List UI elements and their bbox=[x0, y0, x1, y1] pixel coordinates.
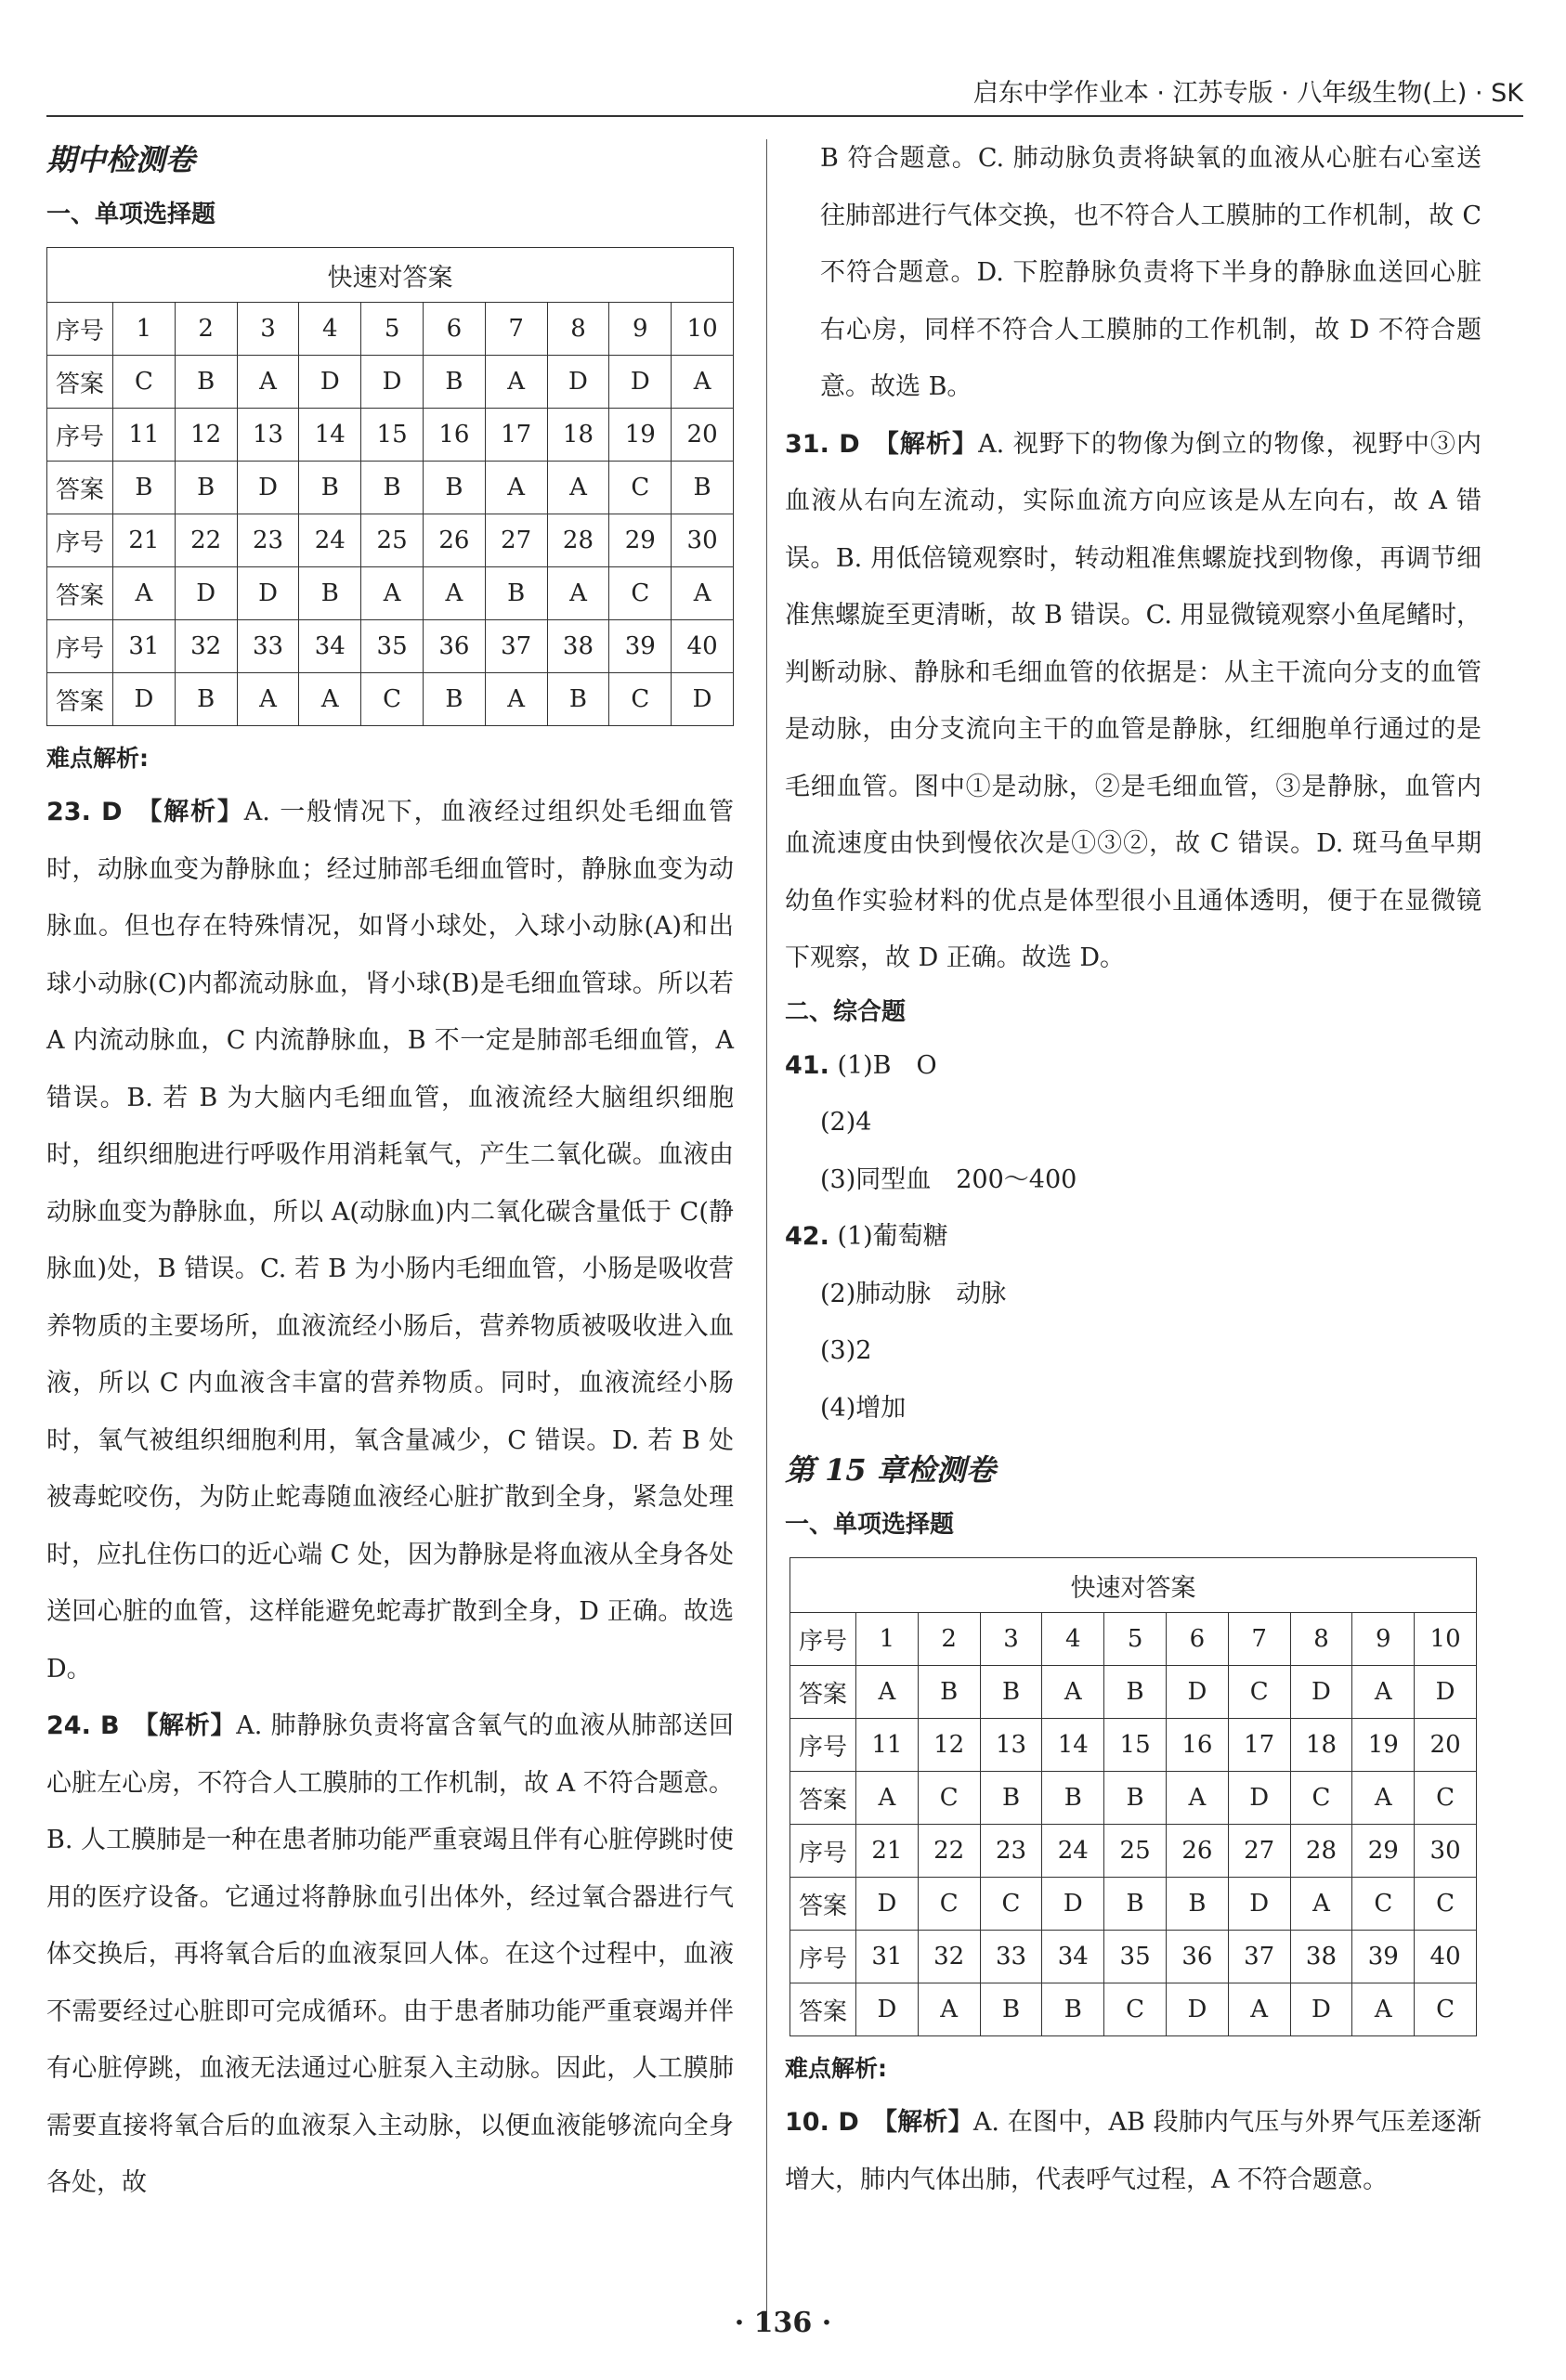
answer-cell: D bbox=[609, 356, 672, 409]
answer-table-caption: 快速对答案 bbox=[47, 248, 734, 303]
answer-cell: A bbox=[547, 567, 609, 620]
question-number-cell: 8 bbox=[547, 303, 609, 356]
answer-cell: B bbox=[175, 356, 237, 409]
answer-table-chapter15 bbox=[790, 1557, 1477, 2036]
question-number-cell: 4 bbox=[1042, 1613, 1104, 1666]
question-number-cell: 16 bbox=[1166, 1719, 1228, 1772]
question-number-cell: 15 bbox=[361, 409, 424, 462]
answer-cell: D bbox=[237, 567, 299, 620]
question-number-cell: 5 bbox=[1104, 1613, 1167, 1666]
question-number-cell: 28 bbox=[547, 514, 609, 567]
answer-cell: A bbox=[1352, 1772, 1415, 1825]
question-number-cell: 1 bbox=[856, 1613, 919, 1666]
answer-cell: B bbox=[547, 673, 609, 726]
answer-cell: C bbox=[1290, 1772, 1352, 1825]
question-number-cell: 15 bbox=[1104, 1719, 1167, 1772]
answer-cell: C bbox=[609, 673, 672, 726]
question-number-cell: 40 bbox=[672, 620, 734, 673]
question-number-cell: 26 bbox=[423, 514, 485, 567]
answer-item-42 bbox=[785, 1208, 1481, 1437]
question-number-cell: 28 bbox=[1290, 1825, 1352, 1878]
answer-cell: B bbox=[423, 673, 485, 726]
question-number-cell: 30 bbox=[672, 514, 734, 567]
item-text: A. 一般情况下，血液经过组织处毛细血管时，动脉血变为静脉血；经过肺部毛细血管时，静脉血变为动脉血。但也存在特殊情况，如肾小球处，入球小动脉(A)和出球小动脉(C)内都流动脉血，肾小球(B)是毛细血管球。所以若 A 内流动脉血，C 内流静脉血，B 不一定是肺部毛细血管，A 错误。B. 若 B 为大脑内毛细血管，血液流经大脑组织细胞时，组织细胞进行呼吸作用消耗氧气，产生二氧化碳。血液由动脉血变为静脉血，所以 A(动脉血)内二氧化碳含量低于 C(静脉血)处，B 错误。C. 若 B 为小肠内毛细血管，小肠是吸收营养物质的主要场所，血液流经小肠后，营养物质被吸收进入血液，所以 C 内血液含丰富的营养物质。同时，血液流经小肠时，氧气被组织细胞利用，氧含量减少，C 错误。D. 若 B 处被毒蛇咬伤，为防止蛇毒随血液经心脏扩散到全身，紧急处理时，应扎住伤口的近心端 C 处，因为静脉是将血液从全身各处送回心脏的血管，这样能避免蛇毒扩散到全身，D 正确。故选 D。 bbox=[46, 798, 734, 1684]
question-number-cell: 38 bbox=[1290, 1931, 1352, 1983]
answer-cell: D bbox=[856, 1983, 919, 2036]
question-number-cell: 3 bbox=[237, 303, 299, 356]
question-number-cell: 17 bbox=[1228, 1719, 1290, 1772]
item-text: A. 视野下的物像为倒立的物像，视野中③内血液从右向左流动，实际血流方向应该是从左向右，故 A 错误。B. 用低倍镜观察时，转动粗准焦螺旋找到物像，再调节细准焦螺旋至更清晰，故 B 错误。C. 用显微镜观察小鱼尾鳍时，判断动脉、静脉和毛细血管的依据是：从主干流向分支的血管是动脉，由分支流向主干的血管是静脉，红细胞单行通过的是毛细血管。图中①是动脉，②是毛细血管，③是静脉，血管内血流速度由快到慢依次是①③②，故 C 错误。D. 斑马鱼早期幼鱼作实验材料的优点是体型很小且通体透明，便于在显微镜下观察，故 D 正确。故选 D。 bbox=[785, 429, 1481, 972]
number-row bbox=[790, 1613, 1477, 1666]
answer-cell: B bbox=[113, 462, 176, 514]
row-label-answer: 答案 bbox=[790, 1878, 856, 1931]
answer-row bbox=[790, 1666, 1477, 1719]
analysis-item-23 bbox=[46, 784, 734, 1697]
question-number-cell: 18 bbox=[1290, 1719, 1352, 1772]
answer-line: (1)B O bbox=[837, 1050, 937, 1080]
question-number-cell: 13 bbox=[980, 1719, 1042, 1772]
answer-cell: B bbox=[1042, 1983, 1104, 2036]
question-number-cell: 24 bbox=[299, 514, 361, 567]
answer-cell: D bbox=[1415, 1666, 1477, 1719]
question-number-cell: 1 bbox=[113, 303, 176, 356]
question-number-cell: 21 bbox=[856, 1825, 919, 1878]
answer-cell: B bbox=[361, 462, 424, 514]
answer-row bbox=[47, 567, 734, 620]
question-number-cell: 14 bbox=[299, 409, 361, 462]
row-label-answer: 答案 bbox=[47, 462, 113, 514]
number-row bbox=[790, 1931, 1477, 1983]
number-row bbox=[47, 620, 734, 673]
number-row bbox=[47, 303, 734, 356]
right-column bbox=[785, 130, 1481, 2208]
answer-cell: A bbox=[547, 462, 609, 514]
answer-cell: A bbox=[1042, 1666, 1104, 1719]
answer-cell: B bbox=[485, 567, 547, 620]
answer-table-caption: 快速对答案 bbox=[790, 1558, 1477, 1613]
answer-cell: D bbox=[175, 567, 237, 620]
answer-cell: C bbox=[918, 1772, 980, 1825]
answer-cell: C bbox=[1104, 1983, 1167, 2036]
answer-cell: D bbox=[547, 356, 609, 409]
row-label-number: 序号 bbox=[790, 1719, 856, 1772]
item-text: A. 在图中，AB 段肺内气压与外界气压差逐渐增大，肺内气体出肺，代表呼气过程，A 不符合题意。 bbox=[785, 2108, 1481, 2194]
question-number-cell: 23 bbox=[237, 514, 299, 567]
answer-cell: B bbox=[299, 462, 361, 514]
question-number-cell: 9 bbox=[1352, 1613, 1415, 1666]
question-number-cell: 22 bbox=[918, 1825, 980, 1878]
question-number-cell: 35 bbox=[361, 620, 424, 673]
question-number-cell: 12 bbox=[175, 409, 237, 462]
answer-row bbox=[790, 1878, 1477, 1931]
item-text: A. 肺静脉负责将富含氧气的血液从肺部送回心脏左心房，不符合人工膜肺的工作机制，故 A 不符合题意。B. 人工膜肺是一种在患者肺功能严重衰竭且伴有心脏停跳时使用的医疗设备。它通过将静脉血引出体外，经过氧合器进行气体交换后，再将氧合后的血液泵回人体。在这个过程中，血液不需要经过心脏即可完成循环。由于患者肺功能严重衰竭并伴有心脏停跳，血液无法通过心脏泵入主动脉。因此，人工膜肺需要直接将氧合后的血液泵入主动脉，以便血液能够流向全身各处，故 bbox=[46, 1711, 735, 2197]
question-number-cell: 33 bbox=[237, 620, 299, 673]
question-number-cell: 25 bbox=[1104, 1825, 1167, 1878]
answer-cell: A bbox=[485, 356, 547, 409]
running-header bbox=[46, 72, 1523, 113]
question-number-cell: 29 bbox=[609, 514, 672, 567]
answer-row bbox=[47, 673, 734, 726]
question-number-cell: 12 bbox=[918, 1719, 980, 1772]
answer-line: (2)4 bbox=[820, 1108, 872, 1137]
answer-cell: A bbox=[918, 1983, 980, 2036]
analysis-item-24 bbox=[46, 1697, 734, 2212]
question-number-cell: 11 bbox=[113, 409, 176, 462]
question-number-cell: 26 bbox=[1166, 1825, 1228, 1878]
analysis-item-24-continued: B 符合题意。C. 肺动脉负责将缺氧的血液从心脏右心室送往肺部进行气体交换，也不符合人工膜肺的工作机制，故 C 不符合题意。D. 下腔静脉负责将下半身的静脉血送回心脏右心房，同样不符合人工膜肺的工作机制，故 D 不符合题意。故选 B。 bbox=[820, 144, 1481, 401]
question-number-cell: 39 bbox=[1352, 1931, 1415, 1983]
answer-cell: B bbox=[980, 1983, 1042, 2036]
answer-cell: A bbox=[1352, 1983, 1415, 2036]
answer-cell: B bbox=[918, 1666, 980, 1719]
answer-cell: A bbox=[423, 567, 485, 620]
analysis-tag: 【解析】 bbox=[872, 429, 979, 459]
header-rule bbox=[46, 115, 1523, 117]
question-number-cell: 40 bbox=[1415, 1931, 1477, 1983]
answer-cell: D bbox=[237, 462, 299, 514]
question-number-cell: 20 bbox=[1415, 1719, 1477, 1772]
analysis-tag: 【解析】 bbox=[132, 1711, 237, 1740]
answer-cell: C bbox=[113, 356, 176, 409]
question-number-cell: 18 bbox=[547, 409, 609, 462]
answer-cell: B bbox=[299, 567, 361, 620]
question-number-cell: 37 bbox=[1228, 1931, 1290, 1983]
question-number-cell: 4 bbox=[299, 303, 361, 356]
number-row bbox=[47, 514, 734, 567]
answer-cell: A bbox=[113, 567, 176, 620]
question-number-cell: 3 bbox=[980, 1613, 1042, 1666]
answer-cell: D bbox=[1166, 1666, 1228, 1719]
answer-cell: B bbox=[980, 1772, 1042, 1825]
answer-cell: C bbox=[609, 567, 672, 620]
answer-cell: B bbox=[175, 462, 237, 514]
question-number-cell: 10 bbox=[1415, 1613, 1477, 1666]
question-number-cell: 34 bbox=[299, 620, 361, 673]
item-number: 42. bbox=[785, 1222, 829, 1251]
answer-cell: A bbox=[1290, 1878, 1352, 1931]
row-label-number: 序号 bbox=[47, 409, 113, 462]
answer-table-midterm bbox=[46, 247, 734, 726]
row-label-number: 序号 bbox=[790, 1825, 856, 1878]
answer-row bbox=[47, 356, 734, 409]
row-label-number: 序号 bbox=[790, 1613, 856, 1666]
question-number-cell: 27 bbox=[485, 514, 547, 567]
answer-cell: B bbox=[1042, 1772, 1104, 1825]
answer-row bbox=[47, 462, 734, 514]
answer-line: (3)同型血 200～400 bbox=[820, 1164, 1077, 1194]
answer-cell: A bbox=[485, 462, 547, 514]
item-number: 24. B bbox=[46, 1711, 120, 1740]
sub-heading-single-choice: 一、单项选择题 bbox=[46, 201, 216, 228]
sub-heading-single-choice: 一、单项选择题 bbox=[785, 1511, 955, 1539]
question-number-cell: 14 bbox=[1042, 1719, 1104, 1772]
question-number-cell: 5 bbox=[361, 303, 424, 356]
row-label-answer: 答案 bbox=[47, 567, 113, 620]
answer-cell: A bbox=[1228, 1983, 1290, 2036]
row-label-number: 序号 bbox=[47, 514, 113, 567]
answer-cell: B bbox=[423, 462, 485, 514]
row-label-answer: 答案 bbox=[790, 1983, 856, 2036]
question-number-cell: 23 bbox=[980, 1825, 1042, 1878]
answer-cell: C bbox=[1415, 1878, 1477, 1931]
answer-cell: B bbox=[980, 1666, 1042, 1719]
analysis-tag: 【解析】 bbox=[135, 798, 244, 826]
question-number-cell: 25 bbox=[361, 514, 424, 567]
analysis-tag: 【解析】 bbox=[871, 2108, 973, 2137]
answer-cell: B bbox=[423, 356, 485, 409]
answer-cell: D bbox=[361, 356, 424, 409]
analysis-heading: 难点解析: bbox=[785, 2055, 887, 2082]
question-number-cell: 11 bbox=[856, 1719, 919, 1772]
question-number-cell: 31 bbox=[856, 1931, 919, 1983]
number-row bbox=[47, 409, 734, 462]
item-number: 23. D bbox=[46, 798, 123, 826]
answer-cell: A bbox=[361, 567, 424, 620]
number-row bbox=[790, 1719, 1477, 1772]
analysis-item-31 bbox=[785, 416, 1481, 987]
answer-cell: B bbox=[672, 462, 734, 514]
answer-line: (3)2 bbox=[820, 1336, 872, 1365]
answer-cell: A bbox=[1166, 1772, 1228, 1825]
question-number-cell: 39 bbox=[609, 620, 672, 673]
row-label-answer: 答案 bbox=[47, 673, 113, 726]
question-number-cell: 6 bbox=[423, 303, 485, 356]
number-row bbox=[790, 1825, 1477, 1878]
question-number-cell: 36 bbox=[1166, 1931, 1228, 1983]
question-number-cell: 9 bbox=[609, 303, 672, 356]
question-number-cell: 6 bbox=[1166, 1613, 1228, 1666]
answer-cell: B bbox=[1166, 1878, 1228, 1931]
answer-cell: A bbox=[237, 356, 299, 409]
row-label-number: 序号 bbox=[47, 303, 113, 356]
answer-line: (1)葡萄糖 bbox=[837, 1222, 948, 1251]
analysis-item-10 bbox=[785, 2094, 1481, 2208]
answer-cell: C bbox=[361, 673, 424, 726]
answer-cell: B bbox=[1104, 1772, 1167, 1825]
item-number: 10. D bbox=[785, 2108, 859, 2137]
answer-cell: C bbox=[609, 462, 672, 514]
answer-cell: D bbox=[1290, 1666, 1352, 1719]
question-number-cell: 35 bbox=[1104, 1931, 1167, 1983]
question-number-cell: 27 bbox=[1228, 1825, 1290, 1878]
item-number: 31. D bbox=[785, 429, 860, 459]
question-number-cell: 10 bbox=[672, 303, 734, 356]
answer-cell: D bbox=[856, 1878, 919, 1931]
answer-cell: D bbox=[1166, 1983, 1228, 2036]
answer-cell: A bbox=[1352, 1666, 1415, 1719]
question-number-cell: 7 bbox=[485, 303, 547, 356]
answer-cell: D bbox=[1228, 1772, 1290, 1825]
answer-cell: A bbox=[485, 673, 547, 726]
question-number-cell: 37 bbox=[485, 620, 547, 673]
answer-row bbox=[790, 1772, 1477, 1825]
answer-line: (4)增加 bbox=[820, 1393, 907, 1423]
answer-cell: A bbox=[856, 1772, 919, 1825]
section-title-chapter15: 第 15 章检测卷 bbox=[785, 1452, 996, 1488]
answer-cell: C bbox=[980, 1878, 1042, 1931]
question-number-cell: 33 bbox=[980, 1931, 1042, 1983]
question-number-cell: 24 bbox=[1042, 1825, 1104, 1878]
row-label-answer: 答案 bbox=[790, 1772, 856, 1825]
question-number-cell: 22 bbox=[175, 514, 237, 567]
answer-cell: A bbox=[237, 673, 299, 726]
answer-cell: A bbox=[672, 356, 734, 409]
question-number-cell: 36 bbox=[423, 620, 485, 673]
answer-cell: D bbox=[1228, 1878, 1290, 1931]
answer-cell: C bbox=[1415, 1772, 1477, 1825]
row-label-number: 序号 bbox=[790, 1931, 856, 1983]
question-number-cell: 8 bbox=[1290, 1613, 1352, 1666]
question-number-cell: 7 bbox=[1228, 1613, 1290, 1666]
row-label-answer: 答案 bbox=[47, 356, 113, 409]
answer-cell: B bbox=[1104, 1666, 1167, 1719]
question-number-cell: 16 bbox=[423, 409, 485, 462]
row-label-answer: 答案 bbox=[790, 1666, 856, 1719]
answer-cell: C bbox=[1415, 1983, 1477, 2036]
answer-cell: D bbox=[672, 673, 734, 726]
question-number-cell: 2 bbox=[175, 303, 237, 356]
answer-cell: D bbox=[1042, 1878, 1104, 1931]
question-number-cell: 19 bbox=[1352, 1719, 1415, 1772]
question-number-cell: 20 bbox=[672, 409, 734, 462]
answer-item-41 bbox=[785, 1037, 1481, 1209]
question-number-cell: 29 bbox=[1352, 1825, 1415, 1878]
question-number-cell: 32 bbox=[175, 620, 237, 673]
answer-line: (2)肺动脉 动脉 bbox=[820, 1279, 1007, 1308]
answer-cell: D bbox=[1290, 1983, 1352, 2036]
question-number-cell: 30 bbox=[1415, 1825, 1477, 1878]
answer-cell: C bbox=[1352, 1878, 1415, 1931]
sub-heading-comprehensive: 二、综合题 bbox=[785, 997, 907, 1026]
answer-cell: A bbox=[299, 673, 361, 726]
column-divider bbox=[766, 139, 767, 2331]
section-title-midterm: 期中检测卷 bbox=[46, 142, 196, 177]
answer-cell: A bbox=[672, 567, 734, 620]
header-title: 启东中学作业本 · 江苏专版 · 八年级生物(上) · SK bbox=[972, 79, 1523, 108]
item-number: 41. bbox=[785, 1050, 829, 1080]
answer-cell: C bbox=[918, 1878, 980, 1931]
answer-cell: A bbox=[856, 1666, 919, 1719]
question-number-cell: 13 bbox=[237, 409, 299, 462]
answer-cell: D bbox=[299, 356, 361, 409]
question-number-cell: 38 bbox=[547, 620, 609, 673]
question-number-cell: 34 bbox=[1042, 1931, 1104, 1983]
answer-cell: D bbox=[113, 673, 176, 726]
question-number-cell: 32 bbox=[918, 1931, 980, 1983]
answer-row bbox=[790, 1983, 1477, 2036]
answer-cell: B bbox=[1104, 1878, 1167, 1931]
question-number-cell: 31 bbox=[113, 620, 176, 673]
row-label-number: 序号 bbox=[47, 620, 113, 673]
question-number-cell: 21 bbox=[113, 514, 176, 567]
question-number-cell: 17 bbox=[485, 409, 547, 462]
question-number-cell: 19 bbox=[609, 409, 672, 462]
left-column bbox=[46, 130, 734, 2212]
question-number-cell: 2 bbox=[918, 1613, 980, 1666]
page-number: · 136 · bbox=[734, 2307, 832, 2339]
analysis-heading: 难点解析: bbox=[46, 745, 149, 772]
answer-cell: B bbox=[175, 673, 237, 726]
answer-cell: C bbox=[1228, 1666, 1290, 1719]
